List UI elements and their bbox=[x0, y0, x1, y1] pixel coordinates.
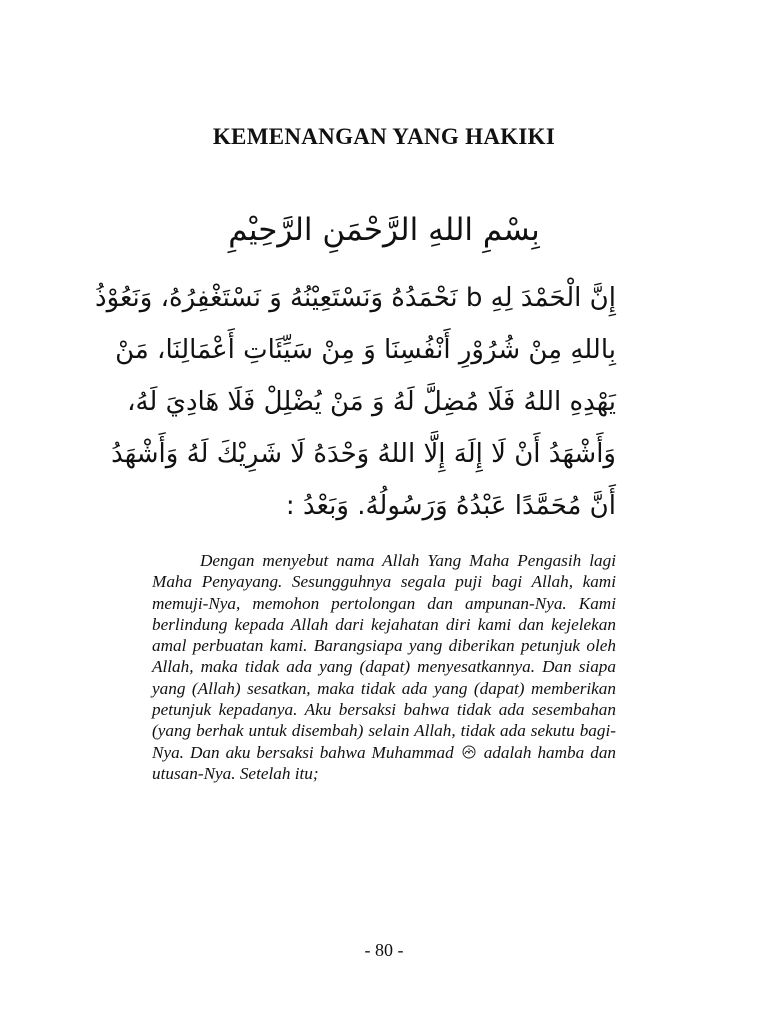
arabic-opening-block bbox=[95, 272, 616, 532]
salawat-ligature-icon bbox=[462, 743, 476, 757]
translation-text-part2: adalah hamba dan utusan-Nya. Setelah itu; bbox=[152, 742, 617, 783]
page-title: KEMENANGAN YANG HAKIKI bbox=[212, 124, 556, 149]
translation-paragraph bbox=[152, 550, 616, 784]
arabic-line-1: إِنَّ الْحَمْدَ لِهِ b نَحْمَدُهُ وَنَسْتَعِيْنُهُ وَ نَسْتَغْفِرُهُ، وَنَعُوْذُ bbox=[95, 283, 616, 313]
arabic-line-5: أَنَّ مُحَمَّدًا عَبْدُهُ وَرَسُولُهُ. وَبَعْدُ : bbox=[285, 491, 616, 521]
arabic-line-4: وَأَشْهَدُ أَنْ لَا إِلَهَ إِلَّا اللهُ وَحْدَهُ لَا شَرِيْكَ لَهُ وَأَشْهَدُ bbox=[111, 439, 616, 469]
translation-text-part1: Dengan menyebut nama Allah Yang Maha Pengasih lagi Maha Penyayang. Sesungguhnya segala puji bagi Allah, kami memuji-Nya, memohon pertolongan dan ampunan-Nya. Kami berlindung kepada Allah dari kejahatan diri kami dan kejelekan amal perbuatan kami. Barangsiapa yang diberikan petunjuk oleh Allah, maka tidak ada yang (dapat) menyesatkannya. Dan siapa yang (Allah) sesatkan, maka tidak ada yang (dapat) memberikan petunjuk kepadanya. Aku bersaksi bahwa tidak ada sesembahan (yang berhak untuk disembah) selain Allah, tidak ada sekutu bagi-Nya. Dan aku bersaksi bahwa Muhammad bbox=[152, 551, 616, 762]
page-number: - 80 - bbox=[364, 940, 404, 960]
arabic-line-3: يَهْدِهِ اللهُ فَلَا مُضِلَّ لَهُ وَ مَنْ يُضْلِلْ فَلَا هَادِيَ لَهُ، bbox=[127, 387, 616, 417]
arabic-line-2: بِاللهِ مِنْ شُرُوْرِ أَنْفُسِنَا وَ مِنْ سَيِّئَاتِ أَعْمَالِنَا، مَنْ bbox=[115, 335, 616, 365]
basmalah: بِسْمِ اللهِ الرَّحْمَنِ الرَّحِيْمِ bbox=[228, 212, 540, 248]
